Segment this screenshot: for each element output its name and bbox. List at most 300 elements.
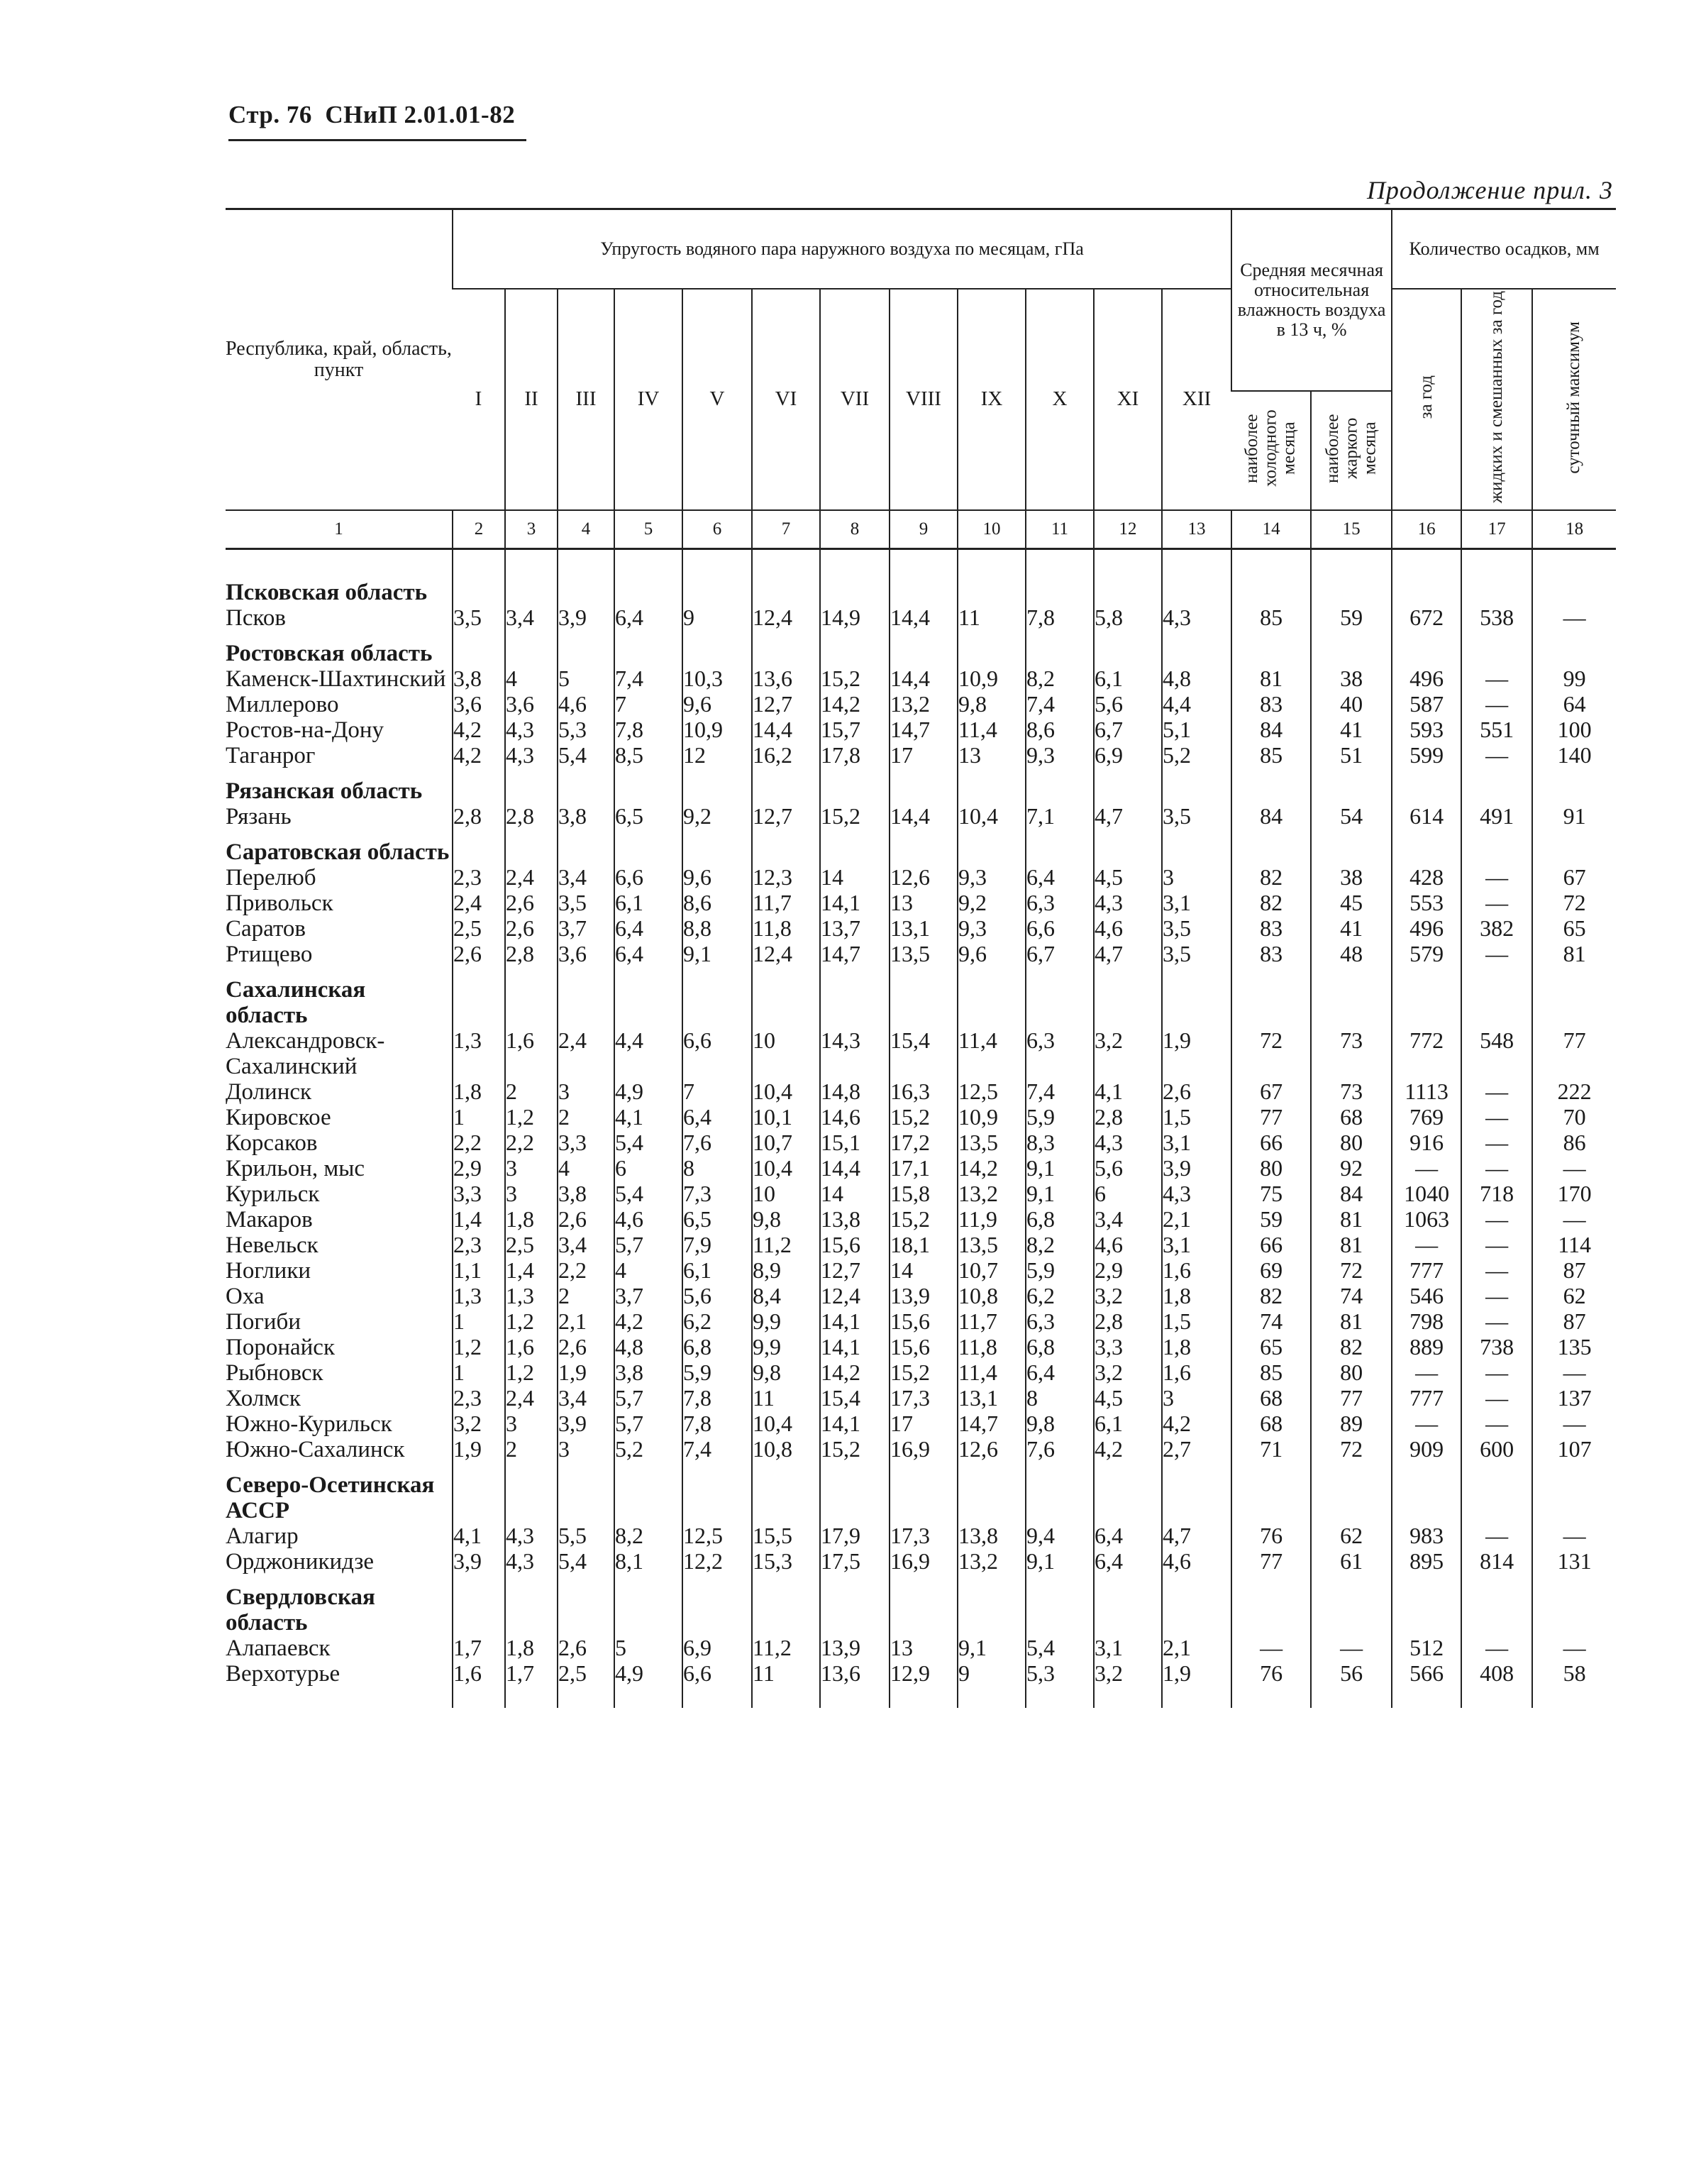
humidity-hot-cell (1311, 1028, 1392, 1079)
table-row (226, 1028, 1616, 1079)
humidity-hot-cell (1311, 1258, 1392, 1284)
vapor-cell (1162, 1437, 1231, 1462)
header-month: IX (958, 289, 1026, 510)
humidity-hot-cell-value: 61 (1340, 1548, 1363, 1574)
vapor-cell (682, 1411, 752, 1437)
vapor-cell-value: 14,3 (821, 1027, 860, 1053)
empty-cell (890, 570, 958, 605)
humidity-hot-cell-value: 72 (1340, 1257, 1363, 1283)
precip-liquid-cell-value: 408 (1480, 1660, 1514, 1686)
empty-cell (505, 768, 558, 804)
vapor-cell (820, 1258, 890, 1284)
vapor-cell (1026, 1284, 1094, 1309)
precip-daily-cell (1532, 666, 1616, 692)
precip-daily-cell (1532, 1258, 1616, 1284)
precip-year-cell-value: 587 (1409, 691, 1444, 717)
vapor-cell-value: 3 (558, 1436, 570, 1462)
precip-year-cell (1392, 1105, 1461, 1130)
vapor-cell-value: 5,6 (1095, 1155, 1123, 1181)
vapor-cell-value: 1,4 (506, 1257, 534, 1283)
vapor-cell (958, 1661, 1026, 1687)
precip-year-cell-value: 916 (1409, 1130, 1444, 1155)
empty-cell (820, 570, 890, 605)
vapor-cell-value: 2,6 (1163, 1079, 1191, 1104)
humidity-cold-cell (1231, 1079, 1311, 1105)
vapor-cell (1094, 743, 1162, 768)
vapor-cell (1162, 692, 1231, 717)
vapor-cell (820, 865, 890, 890)
vapor-cell-value: 2,6 (558, 1635, 587, 1660)
precip-daily-cell (1532, 1028, 1616, 1079)
vapor-cell-value: 12 (683, 742, 706, 768)
precip-daily-cell (1532, 1523, 1616, 1549)
empty-cell (453, 967, 505, 1028)
vapor-cell-value: 11,7 (958, 1308, 997, 1334)
precip-year-cell-value: 496 (1409, 666, 1444, 691)
precip-year-cell-value: 579 (1409, 941, 1444, 966)
vapor-cell-value: 3 (1163, 864, 1174, 890)
vapor-cell (1162, 1258, 1231, 1284)
humidity-cold-cell-value: — (1260, 1635, 1283, 1660)
column-number: 8 (820, 510, 890, 549)
vapor-cell (890, 1105, 958, 1130)
vapor-cell-value: 4,9 (615, 1660, 643, 1686)
humidity-cold-cell (1231, 1636, 1311, 1661)
precip-daily-cell-value: — (1563, 1206, 1586, 1232)
vapor-cell-value: 9,8 (1026, 1411, 1055, 1436)
region-row (226, 967, 1616, 1028)
precip-liquid-cell (1461, 1258, 1532, 1284)
continuation-note: Продолжение прил. 3 (1366, 176, 1613, 204)
region-row (226, 829, 1616, 865)
station-cell (226, 1523, 453, 1549)
vapor-cell (820, 1411, 890, 1437)
empty-cell (958, 1462, 1026, 1523)
vapor-cell (1026, 1523, 1094, 1549)
station-cell (226, 692, 453, 717)
precip-year-cell (1392, 1130, 1461, 1156)
precip-daily-cell (1532, 865, 1616, 890)
vapor-cell (1026, 1181, 1094, 1207)
vapor-cell-value: 10,3 (683, 666, 723, 691)
vapor-cell-value: 14,2 (821, 1360, 860, 1385)
vapor-cell (505, 1523, 558, 1549)
vapor-cell-value: 2,6 (558, 1334, 587, 1360)
vapor-cell-value: 2,6 (558, 1206, 587, 1232)
empty-cell (614, 1462, 682, 1523)
empty-cell (890, 1574, 958, 1636)
humidity-cold-cell (1231, 666, 1311, 692)
vapor-cell-value: 4,2 (1163, 1411, 1191, 1436)
vapor-cell-value: 4,6 (558, 691, 587, 717)
vapor-cell-value: 11,8 (958, 1334, 997, 1360)
humidity-hot-cell-value: 51 (1340, 742, 1363, 768)
vapor-cell-value: 3,8 (453, 666, 482, 691)
vapor-cell (614, 717, 682, 743)
vapor-cell-value: 6,3 (1026, 1027, 1055, 1053)
humidity-cold-cell (1231, 1411, 1311, 1437)
humidity-cold-cell (1231, 916, 1311, 942)
station-name: Александровск-Сахалинский (226, 1028, 385, 1079)
station-cell (226, 605, 453, 631)
table-row (226, 942, 1616, 967)
station-name: Ростов-на-Дону (226, 717, 384, 743)
station-cell (226, 1284, 453, 1309)
vapor-cell-value: 17 (890, 742, 913, 768)
vapor-cell (752, 666, 820, 692)
precip-liquid-cell-value: — (1485, 1130, 1509, 1155)
precip-daily-cell-value: — (1563, 605, 1586, 630)
vapor-cell (1094, 717, 1162, 743)
empty-cell (958, 570, 1026, 605)
header-month: II (505, 289, 558, 510)
vapor-cell (890, 916, 958, 942)
precip-liquid-cell-value: — (1485, 1283, 1509, 1308)
empty-cell (1162, 1687, 1231, 1708)
vapor-cell (614, 666, 682, 692)
table-row (226, 1437, 1616, 1462)
precip-liquid-cell-value: — (1485, 890, 1509, 915)
column-number: 17 (1461, 510, 1532, 549)
vapor-cell-value: 6,9 (1095, 742, 1123, 768)
vapor-cell (1094, 1207, 1162, 1232)
precip-daily-cell (1532, 1360, 1616, 1386)
precip-liquid-cell (1461, 1636, 1532, 1661)
precip-liquid-cell-value: — (1485, 1308, 1509, 1334)
vapor-cell (890, 1335, 958, 1360)
precip-liquid-cell-value: — (1485, 666, 1509, 691)
vapor-cell-value: 2 (558, 1283, 570, 1308)
empty-cell (558, 570, 614, 605)
vapor-cell-value: 8,3 (1026, 1130, 1055, 1155)
vapor-cell-value: 3,2 (1095, 1660, 1123, 1686)
humidity-hot-cell-value: 48 (1340, 941, 1363, 966)
vapor-cell (820, 692, 890, 717)
humidity-hot-cell-value: 80 (1340, 1360, 1363, 1385)
humidity-cold-cell (1231, 1437, 1311, 1462)
vapor-cell-value: 10,7 (753, 1130, 792, 1155)
precip-daily-cell-value: — (1563, 1523, 1586, 1548)
empty-cell (505, 1574, 558, 1636)
station-cell (226, 1105, 453, 1130)
precip-daily-cell-value: 140 (1557, 742, 1592, 768)
vapor-cell-value: 10 (753, 1181, 775, 1206)
vapor-cell-value: 3,5 (1163, 803, 1191, 829)
vapor-cell (453, 942, 505, 967)
region-name: Саратовская область (226, 839, 450, 865)
vapor-cell-value: 5,9 (683, 1360, 711, 1385)
vapor-cell (682, 1156, 752, 1181)
vapor-cell (682, 1028, 752, 1079)
precip-liquid-cell (1461, 1156, 1532, 1181)
precip-liquid-cell (1461, 1181, 1532, 1207)
vapor-cell (752, 1309, 820, 1335)
vapor-cell (505, 1258, 558, 1284)
precip-liquid-cell (1461, 692, 1532, 717)
vapor-cell-value: 5 (615, 1635, 626, 1660)
vapor-cell-value: 4,3 (1163, 1181, 1191, 1206)
station-cell (226, 1181, 453, 1207)
empty-cell (1532, 768, 1616, 804)
vapor-cell-value: 9,6 (683, 691, 711, 717)
vapor-cell (752, 1156, 820, 1181)
vapor-cell (752, 1661, 820, 1687)
vapor-cell (505, 1156, 558, 1181)
column-number: 12 (1094, 510, 1162, 549)
header-precip-daily-label: суточный максимум (1564, 321, 1584, 474)
empty-cell (453, 1687, 505, 1708)
humidity-hot-cell (1311, 1360, 1392, 1386)
vapor-cell-value: 7,8 (683, 1411, 711, 1436)
humidity-hot-cell (1311, 1335, 1392, 1360)
region-name: Рязанская область (226, 778, 423, 804)
vapor-cell-value: 10,8 (753, 1436, 792, 1462)
vapor-cell (453, 717, 505, 743)
vapor-cell-value: 6,1 (1095, 666, 1123, 691)
precip-daily-cell (1532, 804, 1616, 829)
precip-year-cell-value: 889 (1409, 1334, 1444, 1360)
vapor-cell-value: 14 (890, 1257, 913, 1283)
vapor-cell (453, 1284, 505, 1309)
station-name: Погиби (226, 1309, 301, 1335)
humidity-cold-cell (1231, 1549, 1311, 1574)
vapor-cell (1162, 1156, 1231, 1181)
table-row (226, 804, 1616, 829)
vapor-cell-value: 10,4 (958, 803, 998, 829)
vapor-cell (890, 666, 958, 692)
vapor-cell (614, 1130, 682, 1156)
empty-cell (1532, 570, 1616, 605)
vapor-cell-value: 13,6 (821, 1660, 860, 1686)
vapor-cell-value: 3,4 (558, 1232, 587, 1257)
vapor-cell-value: 5,1 (1163, 717, 1191, 742)
vapor-cell (958, 692, 1026, 717)
vapor-cell (1026, 1411, 1094, 1437)
empty-cell (453, 570, 505, 605)
vapor-cell (1162, 1232, 1231, 1258)
humidity-hot-cell (1311, 890, 1392, 916)
precip-liquid-cell (1461, 804, 1532, 829)
vapor-cell-value: 15,4 (890, 1027, 930, 1053)
vapor-cell (958, 605, 1026, 631)
vapor-cell (682, 692, 752, 717)
empty-cell (614, 829, 682, 865)
running-head-rule (228, 139, 526, 141)
humidity-cold-cell-value: 83 (1260, 941, 1283, 966)
vapor-cell (1094, 916, 1162, 942)
vapor-cell (958, 1258, 1026, 1284)
vapor-cell-value: 4,6 (1095, 1232, 1123, 1257)
vapor-cell (682, 1523, 752, 1549)
precip-daily-cell-value: 77 (1563, 1027, 1586, 1053)
vapor-cell (614, 1309, 682, 1335)
vapor-cell-value: 6,4 (1026, 864, 1055, 890)
precip-daily-cell-value: 107 (1557, 1436, 1592, 1462)
header-month: VI (752, 289, 820, 510)
humidity-cold-cell (1231, 1309, 1311, 1335)
empty-cell (1231, 570, 1311, 605)
vapor-cell (614, 1105, 682, 1130)
station-cell (226, 1258, 453, 1284)
precip-liquid-cell (1461, 1105, 1532, 1130)
header-precip-group: Количество осадков, мм (1392, 209, 1616, 289)
vapor-cell (505, 1386, 558, 1411)
vapor-cell-value: 12,6 (890, 864, 930, 890)
vapor-cell (682, 942, 752, 967)
vapor-cell (1026, 717, 1094, 743)
vapor-cell-value: 6,1 (1095, 1411, 1123, 1436)
vapor-cell-value: 9,8 (958, 691, 987, 717)
empty-cell (1532, 1574, 1616, 1636)
humidity-hot-cell (1311, 692, 1392, 717)
column-number: 5 (614, 510, 682, 549)
vapor-cell-value: 2,4 (506, 864, 534, 890)
vapor-cell-value: 4,3 (506, 742, 534, 768)
precip-daily-cell (1532, 1386, 1616, 1411)
vapor-cell-value: 7,8 (615, 717, 643, 742)
header-vapor-group: Упругость водяного пара наружного воздуха по месяцам, гПа (453, 209, 1231, 289)
region-row (226, 570, 1616, 605)
vapor-cell (505, 1411, 558, 1437)
empty-cell (752, 1687, 820, 1708)
vapor-cell (752, 743, 820, 768)
vapor-cell-value: 2,8 (1095, 1104, 1123, 1130)
vapor-cell-value: 10,4 (753, 1155, 792, 1181)
vapor-cell (614, 1181, 682, 1207)
vapor-cell-value: 3,2 (1095, 1360, 1123, 1385)
vapor-cell-value: 14,2 (958, 1155, 998, 1181)
vapor-cell-value: 14,4 (821, 1155, 860, 1181)
humidity-cold-cell-value: 76 (1260, 1523, 1283, 1548)
vapor-cell-value: 13,2 (958, 1181, 998, 1206)
vapor-cell (1026, 942, 1094, 967)
vapor-cell-value: 12,3 (753, 864, 792, 890)
precip-year-cell (1392, 1523, 1461, 1549)
humidity-cold-cell-value: 71 (1260, 1436, 1283, 1462)
vapor-cell (614, 1335, 682, 1360)
table-row (226, 1130, 1616, 1156)
empty-cell (1392, 768, 1461, 804)
vapor-cell-value: 1,3 (453, 1283, 482, 1308)
humidity-hot-cell-value: 74 (1340, 1283, 1363, 1308)
empty-cell (958, 1687, 1026, 1708)
humidity-cold-cell-value: 77 (1260, 1548, 1283, 1574)
empty-cell (1162, 768, 1231, 804)
vapor-cell (820, 1309, 890, 1335)
vapor-cell-value: 1,9 (453, 1436, 482, 1462)
vapor-cell (1026, 890, 1094, 916)
precip-year-cell-value: 798 (1409, 1308, 1444, 1334)
vapor-cell (1094, 942, 1162, 967)
humidity-cold-cell-value: 82 (1260, 864, 1283, 890)
empty-cell (505, 1687, 558, 1708)
precip-daily-cell-value: 100 (1557, 717, 1592, 742)
vapor-cell (453, 1523, 505, 1549)
vapor-cell (682, 1309, 752, 1335)
vapor-cell (614, 890, 682, 916)
vapor-cell-value: 14 (821, 1181, 843, 1206)
vapor-cell (558, 1386, 614, 1411)
vapor-cell (958, 1523, 1026, 1549)
vapor-cell-value: 11,9 (958, 1206, 997, 1232)
vapor-cell-value: 2,3 (453, 1385, 482, 1411)
vapor-cell-value: 14 (821, 864, 843, 890)
precip-daily-cell-value: 81 (1563, 941, 1586, 966)
humidity-hot-cell (1311, 942, 1392, 967)
vapor-cell (453, 804, 505, 829)
header-humidity-cold (1231, 391, 1311, 510)
table-row (226, 1411, 1616, 1437)
vapor-cell-value: 6,8 (1026, 1334, 1055, 1360)
vapor-cell (890, 692, 958, 717)
vapor-cell (1162, 1181, 1231, 1207)
vapor-cell-value: 6,6 (615, 864, 643, 890)
humidity-hot-cell (1311, 1105, 1392, 1130)
vapor-cell (1162, 1549, 1231, 1574)
precip-daily-cell-value: 62 (1563, 1283, 1586, 1308)
table-head (226, 209, 1616, 549)
humidity-cold-cell-value: 84 (1260, 717, 1283, 742)
vapor-cell-value: 5,6 (683, 1283, 711, 1308)
empty-cell (890, 1687, 958, 1708)
vapor-cell-value: 14,7 (958, 1411, 998, 1436)
vapor-cell (890, 804, 958, 829)
vapor-cell-value: 1,2 (453, 1334, 482, 1360)
vapor-cell (1162, 1079, 1231, 1105)
vapor-cell-value: 17,5 (821, 1548, 860, 1574)
column-number: 3 (505, 510, 558, 549)
station-name: Крильон, мыс (226, 1156, 365, 1181)
vapor-cell-value: 4 (558, 1155, 570, 1181)
empty-cell (820, 1687, 890, 1708)
precip-liquid-cell-value: — (1485, 1385, 1509, 1411)
vapor-cell (505, 1360, 558, 1386)
station-name: Верхотурье (226, 1661, 340, 1687)
precip-liquid-cell-value: — (1485, 941, 1509, 966)
vapor-cell-value: 5,7 (615, 1232, 643, 1257)
empty-cell (453, 829, 505, 865)
vapor-cell (614, 1437, 682, 1462)
vapor-cell-value: 2,6 (506, 890, 534, 915)
vapor-cell (1162, 865, 1231, 890)
vapor-cell (890, 1549, 958, 1574)
vapor-cell-value: 5,9 (1026, 1104, 1055, 1130)
empty-cell (1026, 768, 1094, 804)
empty-cell (1392, 1687, 1461, 1708)
vapor-cell (453, 1549, 505, 1574)
vapor-cell (505, 743, 558, 768)
vapor-cell-value: 5,6 (1095, 691, 1123, 717)
vapor-cell (958, 804, 1026, 829)
vapor-cell (505, 666, 558, 692)
vapor-cell-value: 2,9 (453, 1155, 482, 1181)
station-name: Таганрог (226, 743, 316, 768)
precip-daily-cell-value: 137 (1557, 1385, 1592, 1411)
empty-cell (1162, 631, 1231, 666)
station-name: Орджоникидзе (226, 1549, 375, 1574)
humidity-hot-cell (1311, 804, 1392, 829)
vapor-cell (453, 1411, 505, 1437)
vapor-cell (958, 1232, 1026, 1258)
vapor-cell (558, 743, 614, 768)
humidity-hot-cell-value: 82 (1340, 1334, 1363, 1360)
vapor-cell (558, 1232, 614, 1258)
humidity-cold-cell-value: 66 (1260, 1232, 1283, 1257)
vapor-cell (1026, 865, 1094, 890)
vapor-cell-value: 1,2 (506, 1104, 534, 1130)
precip-liquid-cell (1461, 1309, 1532, 1335)
vapor-cell (558, 1181, 614, 1207)
